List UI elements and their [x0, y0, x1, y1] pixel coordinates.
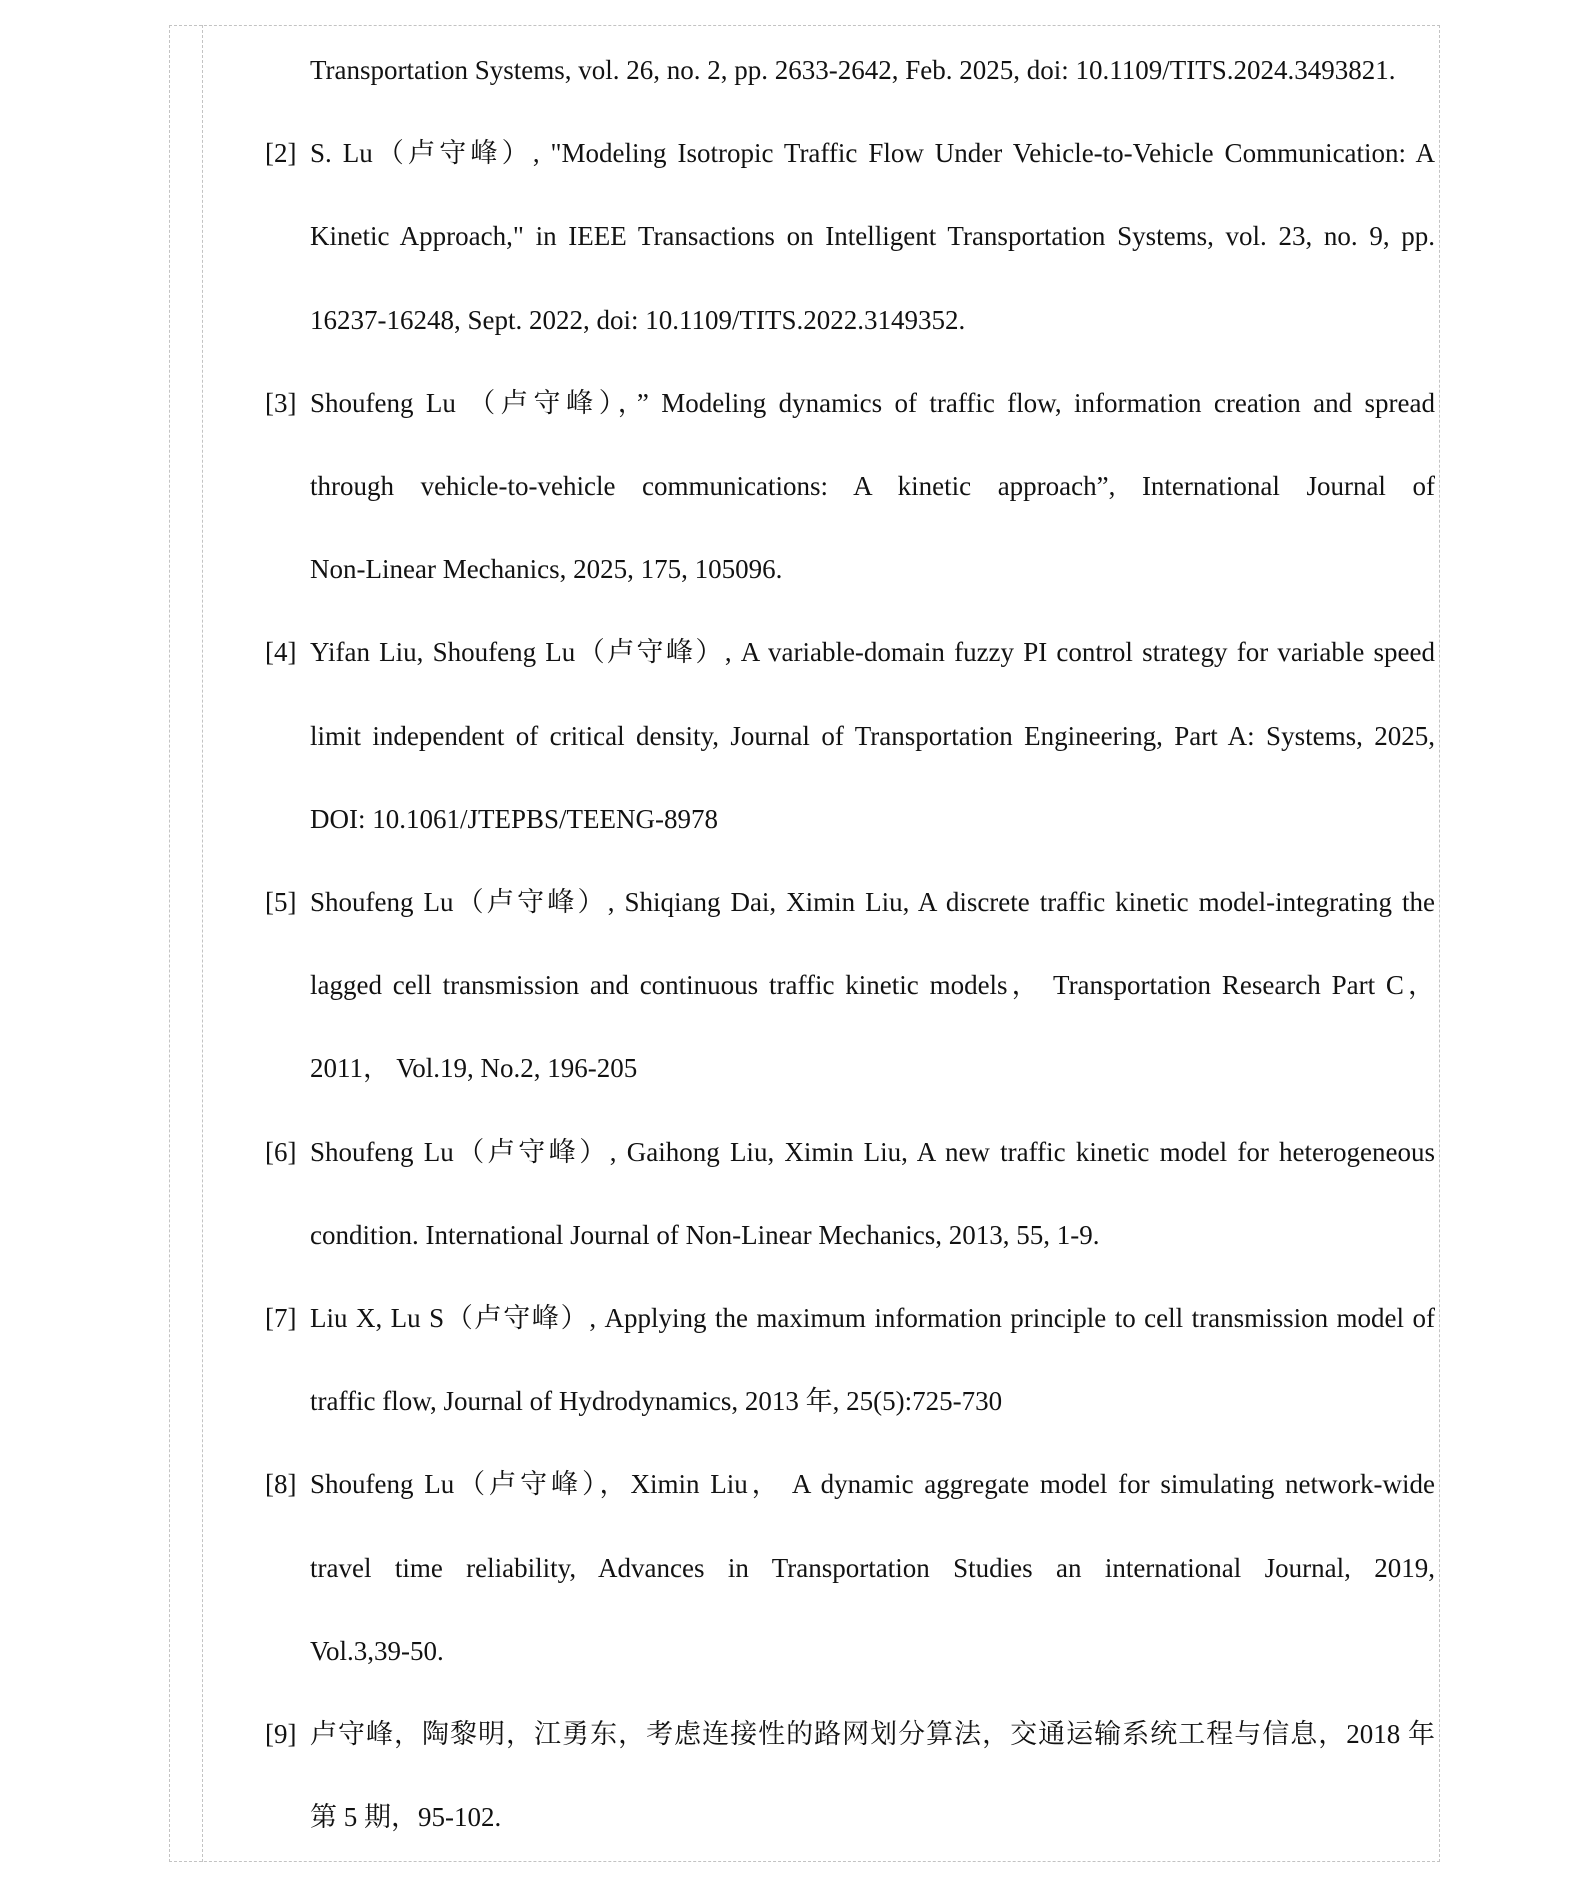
reference-line: Shoufeng Lu （卢守峰），” Modeling dynamics of traffic flow, information creation and spread — [310, 387, 1435, 418]
reference-number: [4] — [265, 637, 297, 668]
reference-line: 第 5 期，95-102. — [310, 1802, 502, 1833]
reference-line: Yifan Liu, Shoufeng Lu（卢守峰）, A variable-domain fuzzy PI control strategy for variable speed — [310, 637, 1435, 668]
reference-number: [7] — [265, 1303, 297, 1334]
reference-item — [202, 1693, 1435, 1859]
reference-item — [202, 611, 1435, 861]
reference-number: [6] — [265, 1136, 297, 1167]
reference-line: travel time reliability, Advances in Transportation Studies an international Journal, 2019, — [310, 1552, 1435, 1583]
reference-line: Transportation Systems, vol. 26, no. 2, pp. 2633-2642, Feb. 2025, doi: 10.1109/TITS.2024.3493821. — [310, 55, 1396, 85]
reference-line: condition. International Journal of Non-Linear Mechanics, 2013, 55, 1-9. — [310, 1219, 1100, 1250]
reference-item — [202, 1443, 1435, 1693]
reference-item — [202, 1277, 1435, 1443]
reference-line: lagged cell transmission and continuous traffic kinetic models， Transportation Research Part C， — [310, 970, 1435, 1001]
reference-line: 2011， Vol.19, No.2, 196-205 — [310, 1053, 638, 1084]
reference-item — [202, 861, 1435, 1111]
reference-item — [202, 112, 1435, 362]
reference-line: through vehicle-to-vehicle communications: A kinetic approach”, International Journal of — [310, 471, 1435, 502]
reference-number: [9] — [265, 1719, 297, 1750]
reference-line: traffic flow, Journal of Hydrodynamics, 2013 年, 25(5):725-730 — [310, 1386, 1003, 1417]
reference-line: S. Lu（卢守峰）, "Modeling Isotropic Traffic Flow Under Vehicle-to-Vehicle Communication: A — [310, 138, 1435, 169]
reference-list — [202, 29, 1435, 1859]
reference-item — [202, 1111, 1435, 1277]
reference-line: 卢守峰，陶黎明，江勇东，考虑连接性的路网划分算法，交通运输系统工程与信息，2018 年 — [310, 1719, 1435, 1750]
reference-number: [5] — [265, 887, 297, 918]
reference-line: Shoufeng Lu（卢守峰）, Gaihong Liu, Ximin Liu, A new traffic kinetic model for heterogeneous — [310, 1136, 1435, 1167]
reference-number: [8] — [265, 1469, 297, 1500]
reference-line: Shoufeng Lu（卢守峰）, Shiqiang Dai, Ximin Liu, A discrete traffic kinetic model-integrating the — [310, 887, 1435, 918]
reference-line: Non-Linear Mechanics, 2025, 175, 105096. — [310, 554, 783, 585]
reference-item — [202, 362, 1435, 612]
reference-line: 16237-16248, Sept. 2022, doi: 10.1109/TITS.2022.3149352. — [310, 304, 966, 335]
reference-line: limit independent of critical density, Journal of Transportation Engineering, Part A: Systems, 2025, — [310, 720, 1435, 751]
reference-number: [2] — [265, 138, 297, 169]
reference-line: Shoufeng Lu（卢守峰），Ximin Liu， A dynamic aggregate model for simulating network-wide — [310, 1469, 1435, 1500]
reference-line: Vol.3,39-50. — [310, 1635, 444, 1666]
reference-line: Liu X, Lu S（卢守峰）, Applying the maximum information principle to cell transmission model of — [310, 1303, 1435, 1334]
reference-item — [202, 29, 1435, 112]
reference-line: DOI: 10.1061/JTEPBS/TEENG-8978 — [310, 803, 718, 834]
reference-number: [3] — [265, 387, 297, 418]
reference-line: Kinetic Approach," in IEEE Transactions on Intelligent Transportation Systems, vol. 23, no. 9, pp. — [310, 221, 1435, 252]
